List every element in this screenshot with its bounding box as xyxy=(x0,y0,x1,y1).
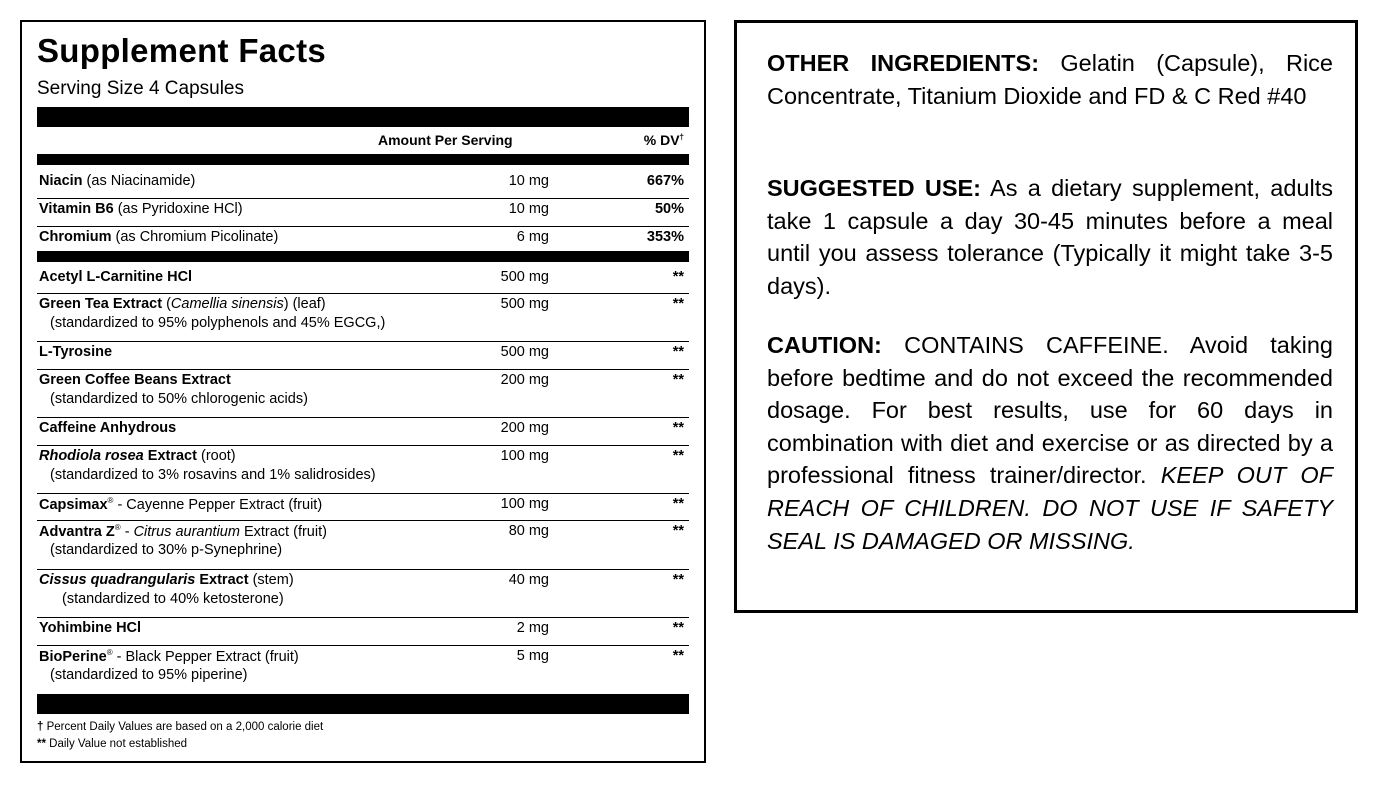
amount: 100 mg xyxy=(500,448,549,464)
daily-value: ** xyxy=(672,496,684,512)
serving-size: Serving Size 4 Capsules xyxy=(37,78,244,99)
ingredient-name: Vitamin B6 xyxy=(39,201,114,217)
table-row: Green Tea Extract (Camellia sinensis) (leaf) (standardized to 95% polyphenols and 45% EGCG,) 500 mg ** xyxy=(37,294,689,342)
registered-mark: ® xyxy=(106,648,113,657)
table-row xyxy=(37,342,689,370)
amount: 10 mg xyxy=(508,173,549,189)
footnote-not-established: ** Daily Value not established xyxy=(37,738,188,750)
ingredient-name: Chromium xyxy=(39,229,112,245)
daily-value: ** xyxy=(672,572,684,588)
daily-value: ** xyxy=(672,448,684,464)
registered-mark: ® xyxy=(107,496,114,505)
other-ingredients-label: OTHER INGREDIENTS: xyxy=(767,50,1040,76)
daily-value: ** xyxy=(672,420,684,436)
medium-divider xyxy=(37,251,689,262)
table-row: Chromium (as Chromium Picolinate) 6 mg 353% xyxy=(39,229,684,245)
table-row: Rhodiola rosea Extract (root) (standardized to 3% rosavins and 1% salidrosides) 100 mg ** xyxy=(37,446,689,494)
amount-per-serving-header: Amount Per Serving xyxy=(378,132,513,148)
ingredient-name: Green Tea Extract xyxy=(39,296,163,312)
other-ingredients xyxy=(767,47,1333,112)
table-row: Capsimax® - Cayenne Pepper Extract (fruit) 100 mg ** xyxy=(37,494,689,521)
ingredient-name: BioPerine xyxy=(39,648,107,665)
ingredient-name: Yohimbine HCl xyxy=(39,620,142,636)
ingredient-name: Niacin xyxy=(39,173,83,189)
daily-value: ** xyxy=(672,523,684,539)
standardization-note: (standardized to 3% rosavins and 1% salidrosides) xyxy=(50,467,376,483)
thick-divider xyxy=(37,107,689,127)
registered-mark: ® xyxy=(114,523,121,532)
supplement-facts-panel xyxy=(20,20,706,763)
daily-value: 50% xyxy=(654,201,684,217)
table-row xyxy=(37,267,689,294)
ingredient-name: Caffeine Anhydrous xyxy=(39,420,177,436)
ingredient-name: Acetyl L-Carnitine HCl xyxy=(39,269,193,285)
caution-label: CAUTION: xyxy=(767,332,882,358)
amount: 500 mg xyxy=(500,344,549,360)
directions-panel xyxy=(734,20,1358,613)
facts-title: Supplement Facts xyxy=(37,32,327,69)
caution-warning: KEEP OUT OF REACH OF CHILDREN. DO NOT USE IF SAFETY SEAL IS DAMAGED OR MISSING. xyxy=(767,462,1334,554)
daily-value: ** xyxy=(672,344,684,360)
table-row: Advantra Z® - Citrus aurantium Extract (fruit) (standardized to 30% p-Synephrine) 80 mg ** xyxy=(37,521,689,570)
amount: 40 mg xyxy=(508,572,549,588)
dv-header: % DV† xyxy=(643,132,684,148)
table-row: BioPerine® - Black Pepper Extract (fruit) (standardized to 95% piperine) 5 mg ** xyxy=(39,648,684,683)
daily-value: ** xyxy=(672,296,684,312)
amount: 5 mg xyxy=(516,648,549,664)
daily-value: ** xyxy=(672,648,684,664)
amount: 6 mg xyxy=(516,229,549,245)
amount: 2 mg xyxy=(516,620,549,636)
caution-text: CONTAINS CAFFEINE. Avoid taking before bedtime and do not exceed the recommended dosage. For best results, use for 60 days in combination with diet and exercise or as directed by a professional fitness trainer/director. xyxy=(767,332,1333,489)
amount: 500 mg xyxy=(500,296,549,312)
footnote-dv: † Percent Daily Values are based on a 2,000 calorie diet xyxy=(37,721,324,733)
table-row xyxy=(37,418,689,446)
table-row: Vitamin B6 (as Pyridoxine HCl) 10 mg 50% xyxy=(37,199,689,227)
amount: 100 mg xyxy=(500,496,549,512)
daily-value: 667% xyxy=(646,173,684,189)
table-row xyxy=(37,370,689,418)
ingredient-name: L-Tyrosine xyxy=(39,344,113,360)
daily-value: ** xyxy=(672,269,684,285)
ingredient-name: Advantra Z xyxy=(39,523,115,540)
amount: 10 mg xyxy=(508,201,549,217)
suggested-use xyxy=(767,172,1333,302)
other-ingredients-text: Gelatin (Capsule), Rice Concentrate, Titanium Dioxide and FD & C Red #40 xyxy=(767,50,1333,109)
standardization-note: (standardized to 95% piperine) xyxy=(50,667,248,683)
suggested-use-label: SUGGESTED USE: xyxy=(767,175,981,201)
amount: 200 mg xyxy=(500,420,549,436)
amount: 500 mg xyxy=(500,269,549,285)
thick-divider xyxy=(37,694,689,714)
daily-value: 353% xyxy=(646,229,684,245)
amount: 80 mg xyxy=(508,523,549,539)
caution xyxy=(767,329,1333,557)
standardization-note: (standardized to 40% ketosterone) xyxy=(62,591,284,607)
table-row xyxy=(37,618,689,646)
ingredient-name: Capsimax xyxy=(39,496,108,513)
suggested-use-text: As a dietary supplement, adults take 1 capsule a day 30-45 minutes before a meal until you assess tolerance (Typically it might take 3-5 days). xyxy=(767,175,1333,299)
table-row: Niacin (as Niacinamide) 10 mg 667% xyxy=(37,171,689,199)
standardization-note: (standardized to 95% polyphenols and 45% EGCG,) xyxy=(50,315,386,331)
amount: 200 mg xyxy=(500,372,549,388)
ingredient-name: Cissus quadrangularis xyxy=(39,572,196,588)
ingredient-name: Rhodiola rosea xyxy=(39,448,144,464)
medium-divider xyxy=(37,154,689,165)
daily-value: ** xyxy=(672,372,684,388)
daily-value: ** xyxy=(672,620,684,636)
standardization-note: (standardized to 30% p-Synephrine) xyxy=(50,542,283,558)
table-row: Cissus quadrangularis Extract (stem) (standardized to 40% ketosterone) 40 mg ** xyxy=(37,570,689,618)
standardization-note: (standardized to 50% chlorogenic acids) xyxy=(50,391,308,407)
ingredient-name: Green Coffee Beans Extract xyxy=(39,372,231,388)
